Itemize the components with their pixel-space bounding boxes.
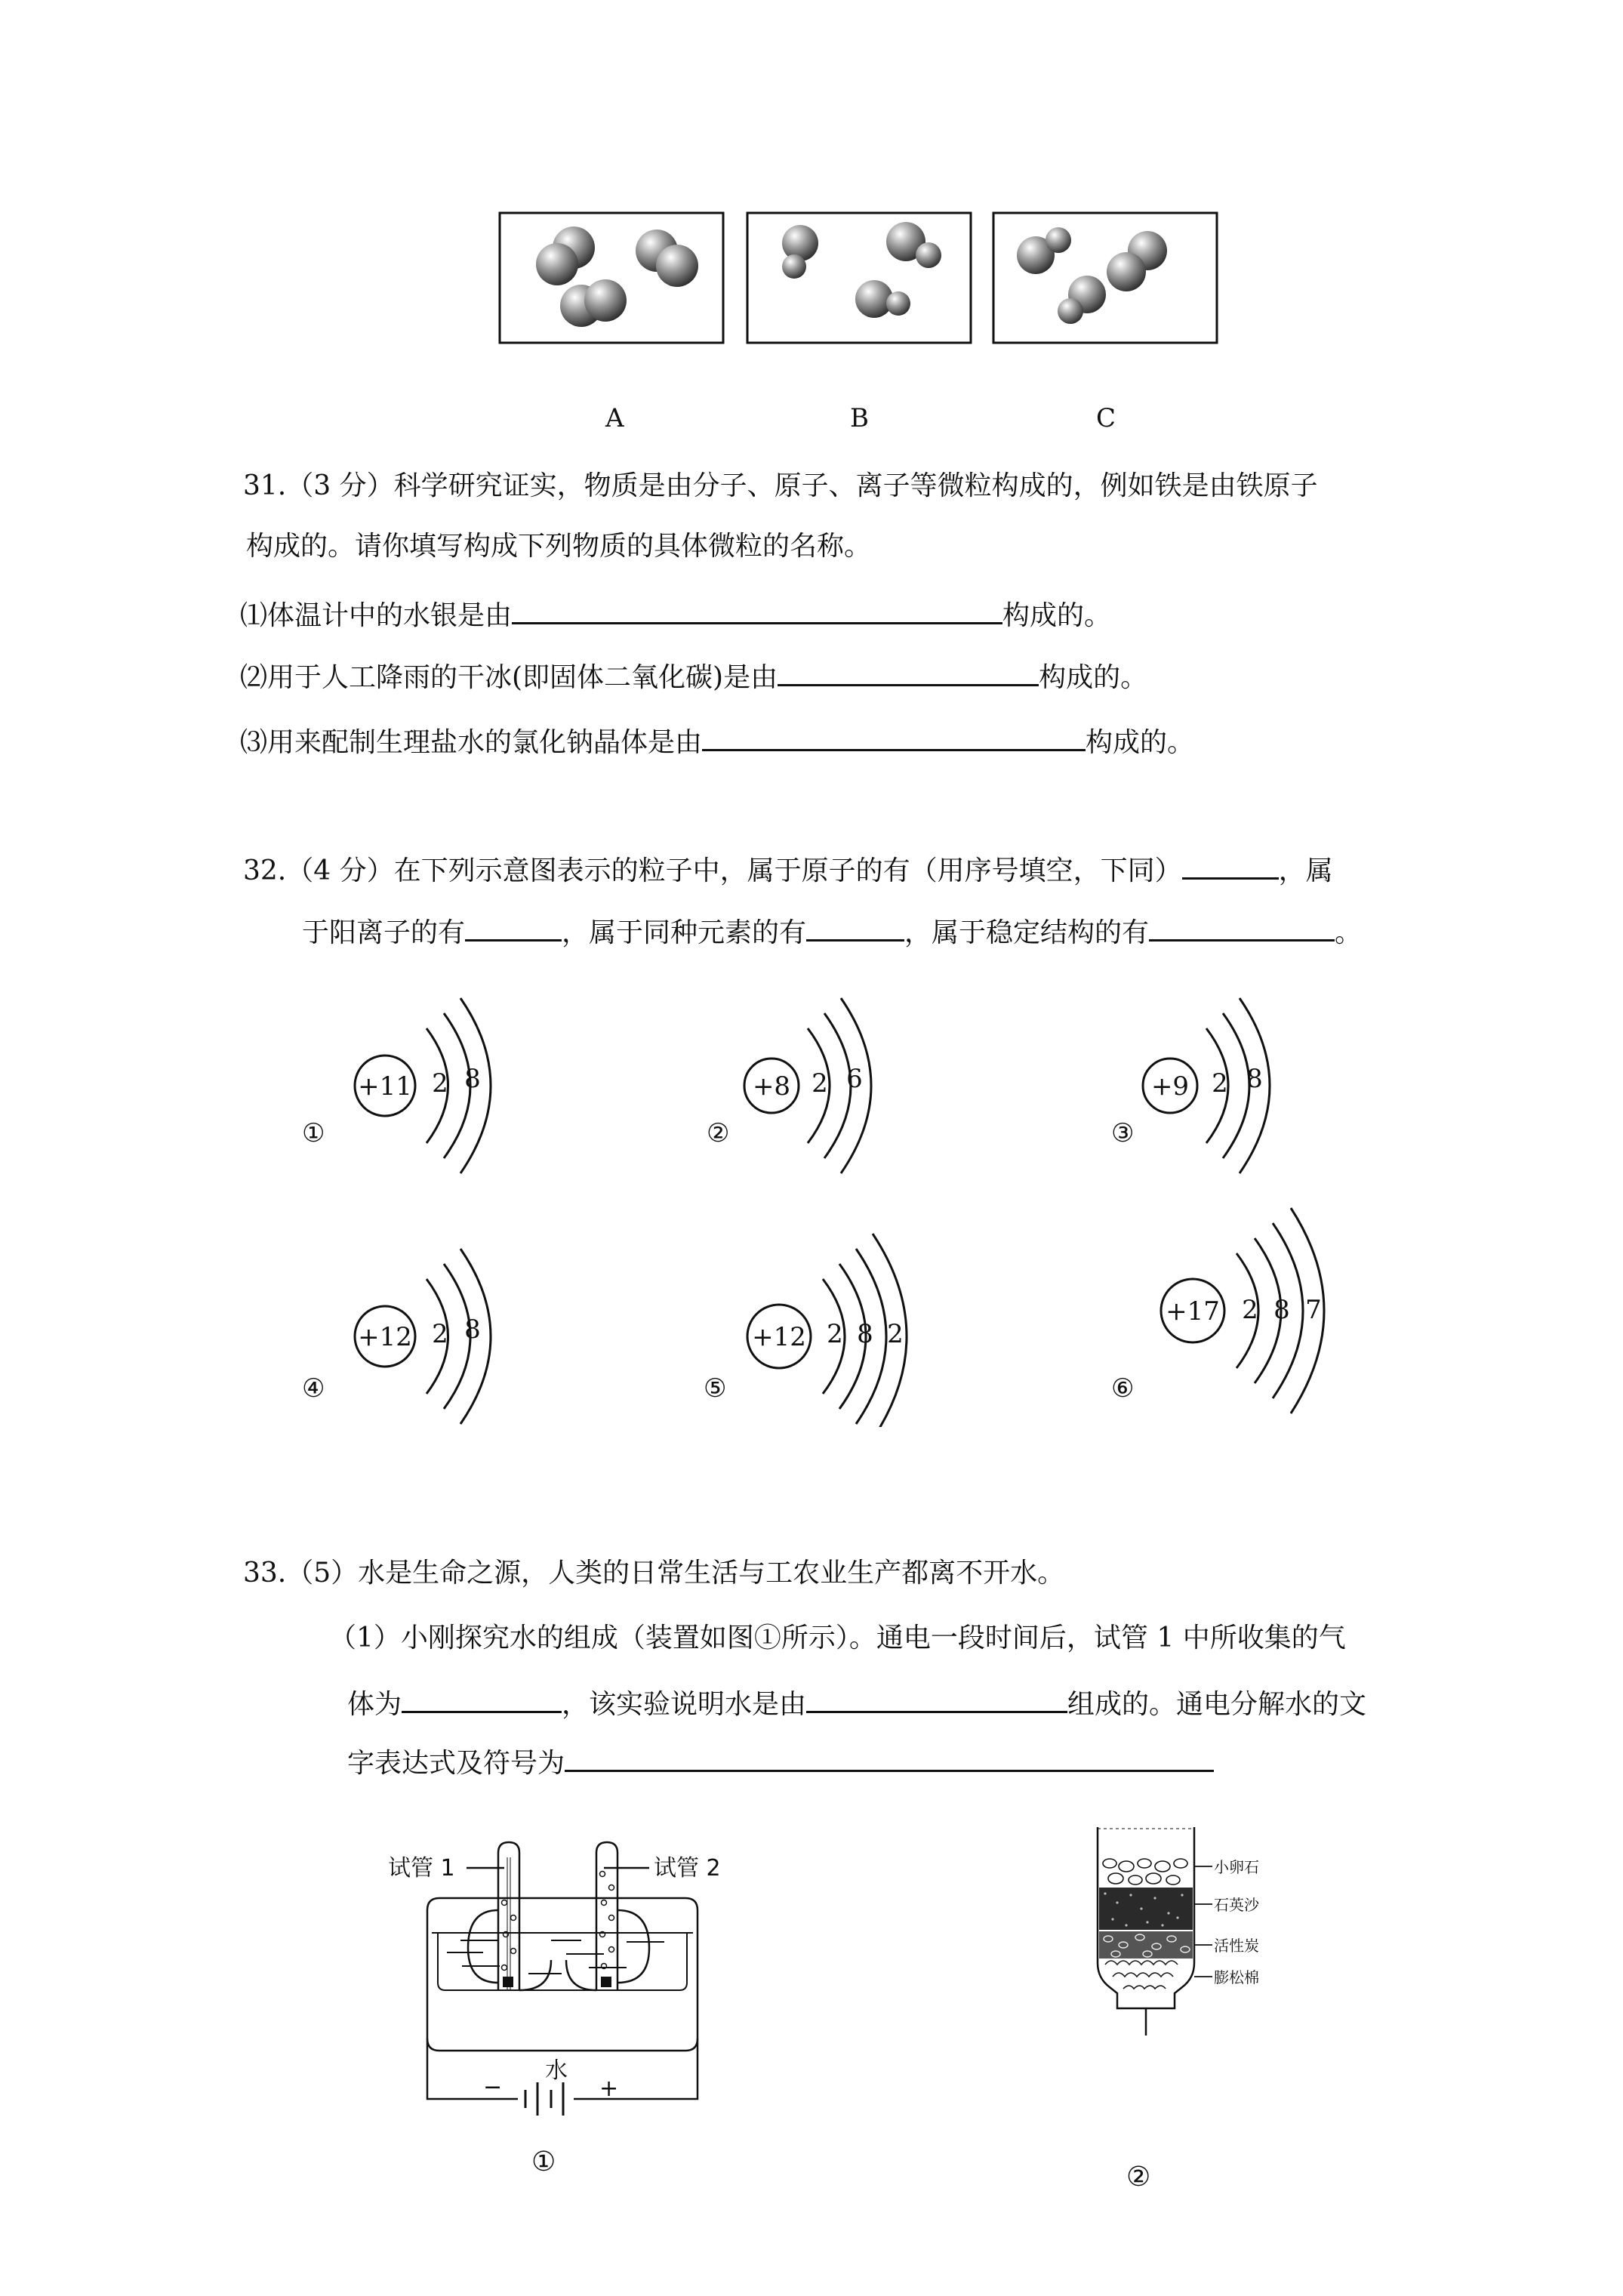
molecule-label-a: A xyxy=(605,403,624,433)
particle-diagrams xyxy=(287,974,1359,1427)
particle-4-nucleus: +12 xyxy=(358,1322,412,1352)
q32-line1-b: ，属 xyxy=(1278,855,1333,886)
particle-6-shell-2: 8 xyxy=(1273,1295,1290,1325)
particle-2-shell-2: 6 xyxy=(846,1064,863,1094)
q33-blank-gas[interactable] xyxy=(402,1685,562,1713)
particle-6-shell-3: 7 xyxy=(1305,1295,1322,1325)
particle-6-shell-1: 2 xyxy=(1242,1295,1258,1325)
fig2-caption: ② xyxy=(1126,2162,1151,2193)
particle-5-index: ⑤ xyxy=(704,1373,727,1404)
q33-line2-b: ，该实验说明水是由 xyxy=(562,1689,807,1720)
filter-layer-charcoal: 活性炭 xyxy=(1214,1937,1259,1955)
filter-layer-sand: 石英沙 xyxy=(1214,1896,1259,1914)
q31-item-2-blank[interactable] xyxy=(778,658,1039,686)
particle-5-nucleus: +12 xyxy=(752,1322,806,1352)
particle-3-index: ③ xyxy=(1111,1118,1135,1148)
particle-1-nucleus: +11 xyxy=(358,1071,412,1102)
q33-sub1-line3 xyxy=(347,1744,1214,1780)
particle-5-shell-1: 2 xyxy=(827,1319,843,1349)
q33-blank-equation[interactable] xyxy=(565,1744,1214,1772)
minus-sign: − xyxy=(483,2074,503,2100)
q31-item-1-blank[interactable] xyxy=(512,596,1002,624)
q33-blank-composition[interactable] xyxy=(806,1685,1067,1713)
electrolysis-figure xyxy=(377,1812,755,2129)
filter-layer-pebbles: 小卵石 xyxy=(1214,1858,1259,1876)
q31-item-3-blank[interactable] xyxy=(702,723,1086,751)
molecule-label-c: C xyxy=(1096,403,1116,433)
q31-item-2 xyxy=(240,658,1147,695)
particle-1 xyxy=(302,998,491,1173)
tube-2-label: 试管 2 xyxy=(654,1855,721,1881)
q32-line2 xyxy=(302,914,1362,950)
q32-line2-a: 于阳离子的有 xyxy=(302,917,466,948)
q31-item-1 xyxy=(240,596,1111,633)
q32-blank-atoms[interactable] xyxy=(1182,852,1279,880)
particle-5 xyxy=(704,1234,907,1427)
molecule-box-b xyxy=(747,213,971,343)
q31-item-2-suffix: 构成的。 xyxy=(1039,662,1148,693)
q33-stem: 33.（5）水是生命之源，人类的日常生活与工农业生产都离不开水。 xyxy=(243,1558,1065,1589)
q31-item-1-prefix: ⑴体温计中的水银是由 xyxy=(240,600,513,631)
q32-line2-c: ，属于稳定结构的有 xyxy=(904,917,1150,948)
q31-item-3-suffix: 构成的。 xyxy=(1086,727,1195,758)
filter-layer-cotton: 膨松棉 xyxy=(1214,1968,1259,1986)
q31-stem-line1: 31.（3 分）科学研究证实，物质是由分子、原子、离子等微粒构成的，例如铁是由铁原子 xyxy=(243,470,1318,501)
q32-blank-cations[interactable] xyxy=(465,914,562,942)
particle-2-index: ② xyxy=(707,1118,730,1148)
q33-sub1-line1: （1）小刚探究水的组成（装置如图①所示）。通电一段时间后，试管 1 中所收集的气 xyxy=(329,1623,1346,1653)
q33-sub1-line2 xyxy=(347,1685,1366,1721)
particle-3-nucleus: +9 xyxy=(1150,1071,1190,1102)
q32-line1-a: 32.（4 分）在下列示意图表示的粒子中，属于原子的有（用序号填空，下同） xyxy=(243,855,1182,886)
particle-2 xyxy=(707,998,871,1173)
q31-item-1-suffix: 构成的。 xyxy=(1002,600,1112,631)
q33-line3: 字表达式及符号为 xyxy=(347,1748,565,1779)
water-filter-figure xyxy=(1087,1820,1268,2076)
particle-5-shell-3: 2 xyxy=(887,1319,904,1349)
particle-6 xyxy=(1111,1208,1324,1413)
particle-2-nucleus: +8 xyxy=(752,1071,791,1102)
q31-item-3 xyxy=(240,723,1194,760)
tube-1-label: 试管 1 xyxy=(388,1855,455,1881)
q33-line2-c: 组成的。通电分解水的文 xyxy=(1067,1689,1367,1720)
q32-blank-same-element[interactable] xyxy=(806,914,904,942)
q31-item-2-prefix: ⑵用于人工降雨的干冰(即固体二氧化碳)是由 xyxy=(240,662,778,693)
particle-4 xyxy=(302,1249,491,1424)
q32-line1 xyxy=(243,852,1333,888)
molecule-box-c xyxy=(993,213,1217,343)
particle-1-shell-2: 8 xyxy=(464,1064,481,1094)
water-label: 水 xyxy=(545,2057,568,2084)
fig1-caption: ① xyxy=(531,2147,556,2177)
particle-2-shell-1: 2 xyxy=(812,1068,828,1099)
q32-blank-stable[interactable] xyxy=(1149,914,1335,942)
q31-stem-line2: 构成的。请你填写构成下列物质的具体微粒的名称。 xyxy=(246,531,872,562)
particle-1-shell-1: 2 xyxy=(432,1068,448,1099)
particle-3-shell-2: 8 xyxy=(1246,1064,1263,1094)
particle-3-shell-1: 2 xyxy=(1212,1068,1228,1099)
q32-line2-d: 。 xyxy=(1335,917,1363,948)
particle-5-shell-2: 8 xyxy=(857,1319,873,1349)
q31-item-3-prefix: ⑶用来配制生理盐水的氯化钠晶体是由 xyxy=(240,727,703,758)
particle-6-nucleus: +17 xyxy=(1166,1296,1220,1327)
plus-sign: + xyxy=(599,2076,619,2102)
particle-6-index: ⑥ xyxy=(1111,1373,1135,1404)
q32-line2-b: ，属于同种元素的有 xyxy=(562,917,807,948)
molecule-label-b: B xyxy=(850,403,869,433)
particle-1-index: ① xyxy=(302,1118,325,1148)
particle-4-shell-1: 2 xyxy=(432,1319,448,1349)
particle-4-index: ④ xyxy=(302,1373,325,1404)
particle-3 xyxy=(1111,998,1270,1173)
q33-line2-a: 体为 xyxy=(347,1689,402,1720)
particle-4-shell-2: 8 xyxy=(464,1314,481,1345)
